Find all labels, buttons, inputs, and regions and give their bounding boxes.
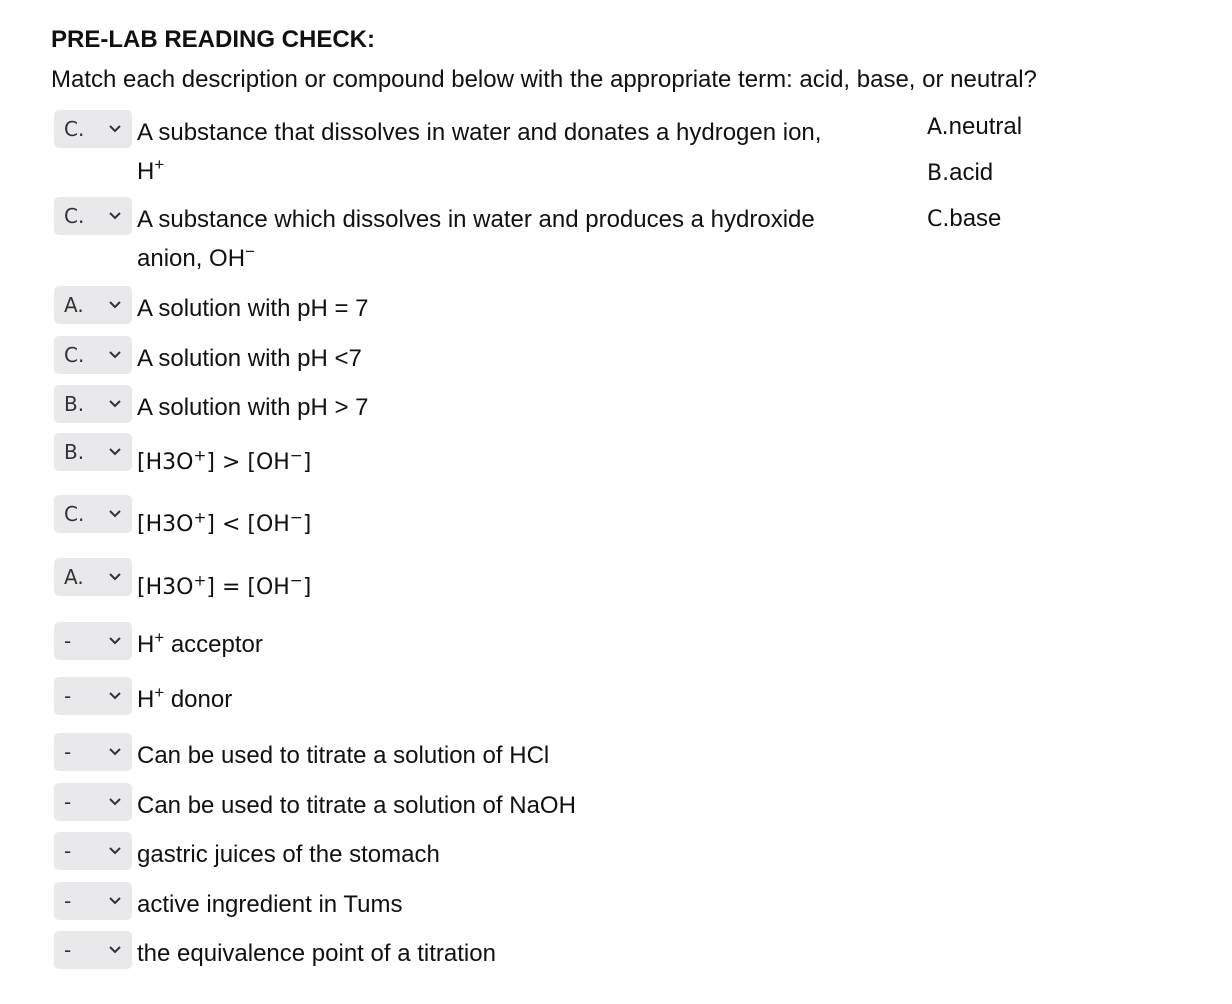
question-text: active ingredient in Tums xyxy=(137,891,403,918)
answer-select[interactable] xyxy=(54,832,132,870)
chevron-down-icon xyxy=(109,798,121,806)
question-text: A substance that dissolves in water and donates a hydrogen ion, H+ xyxy=(137,119,822,185)
question-text: [H3O+] < [OH−] xyxy=(137,508,312,537)
answer-choice: B.acid xyxy=(927,159,994,186)
answer-choices xyxy=(927,113,1022,251)
chevron-down-icon xyxy=(109,692,121,700)
answer-select[interactable] xyxy=(54,558,132,596)
answer-select[interactable] xyxy=(54,286,132,324)
answer-select[interactable] xyxy=(54,385,132,423)
question-text: A substance which dissolves in water and produces a hydroxide anion, OH− xyxy=(137,206,815,272)
chevron-down-icon xyxy=(109,946,121,954)
chevron-down-icon xyxy=(109,301,121,309)
answer-select[interactable] xyxy=(54,197,132,235)
chevron-down-icon xyxy=(109,125,121,133)
chevron-down-icon xyxy=(109,897,121,905)
selected-value: C. xyxy=(64,204,85,228)
question-text: A solution with pH > 7 xyxy=(137,394,369,421)
question-text: A solution with pH <7 xyxy=(137,345,362,372)
answer-select[interactable] xyxy=(54,931,132,969)
answer-select[interactable] xyxy=(54,495,132,533)
chemical-formula: [H3O+] xyxy=(137,446,222,475)
answer-select[interactable] xyxy=(54,336,132,374)
instructions: Match each description or compound below with the appropriate term: acid, base, or neutral? xyxy=(51,66,1037,93)
chevron-down-icon xyxy=(109,351,121,359)
chevron-down-icon xyxy=(109,400,121,408)
question-text: H+ acceptor xyxy=(137,628,263,658)
chevron-down-icon xyxy=(109,748,121,756)
selected-value: - xyxy=(64,629,72,653)
chevron-down-icon xyxy=(109,573,121,581)
selected-value: B. xyxy=(64,440,85,464)
question-text: [H3O+] > [OH−] xyxy=(137,446,312,475)
answer-select[interactable] xyxy=(54,622,132,660)
answer-choice: A.neutral xyxy=(927,113,1023,140)
chevron-down-icon xyxy=(109,637,121,645)
answer-choice: C.base xyxy=(927,205,1002,232)
chemical-formula: [H3O+] xyxy=(137,508,222,537)
selected-value: - xyxy=(64,684,72,708)
chevron-down-icon xyxy=(109,847,121,855)
selected-value: C. xyxy=(64,502,85,526)
selected-value: A. xyxy=(64,565,84,589)
chevron-down-icon xyxy=(109,212,121,220)
chemical-formula: [H3O+] xyxy=(137,571,222,600)
question-text: Can be used to titrate a solution of NaOH xyxy=(137,792,576,819)
selected-value: C. xyxy=(64,117,85,141)
selected-value: B. xyxy=(64,392,85,416)
answer-select[interactable] xyxy=(54,733,132,771)
question-text: H+ donor xyxy=(137,683,233,713)
chevron-down-icon xyxy=(109,510,121,518)
page-title: PRE-LAB READING CHECK: xyxy=(51,26,375,53)
answer-select[interactable] xyxy=(54,677,132,715)
selected-value: - xyxy=(64,839,72,863)
answer-select[interactable] xyxy=(54,110,132,148)
selected-value: - xyxy=(64,938,72,962)
selected-value: - xyxy=(64,889,72,913)
question-text: gastric juices of the stomach xyxy=(137,841,440,868)
question-text: the equivalence point of a titration xyxy=(137,940,496,967)
answer-select[interactable] xyxy=(54,783,132,821)
selected-value: C. xyxy=(64,343,85,367)
selected-value: - xyxy=(64,790,72,814)
selected-value: - xyxy=(64,740,72,764)
question-text: A solution with pH = 7 xyxy=(137,295,369,322)
question-text: Can be used to titrate a solution of HCl xyxy=(137,742,550,769)
answer-select[interactable] xyxy=(54,433,132,471)
selected-value: A. xyxy=(64,293,84,317)
answer-select[interactable] xyxy=(54,882,132,920)
question-text: [H3O+] = [OH−] xyxy=(137,571,312,600)
chevron-down-icon xyxy=(109,448,121,456)
